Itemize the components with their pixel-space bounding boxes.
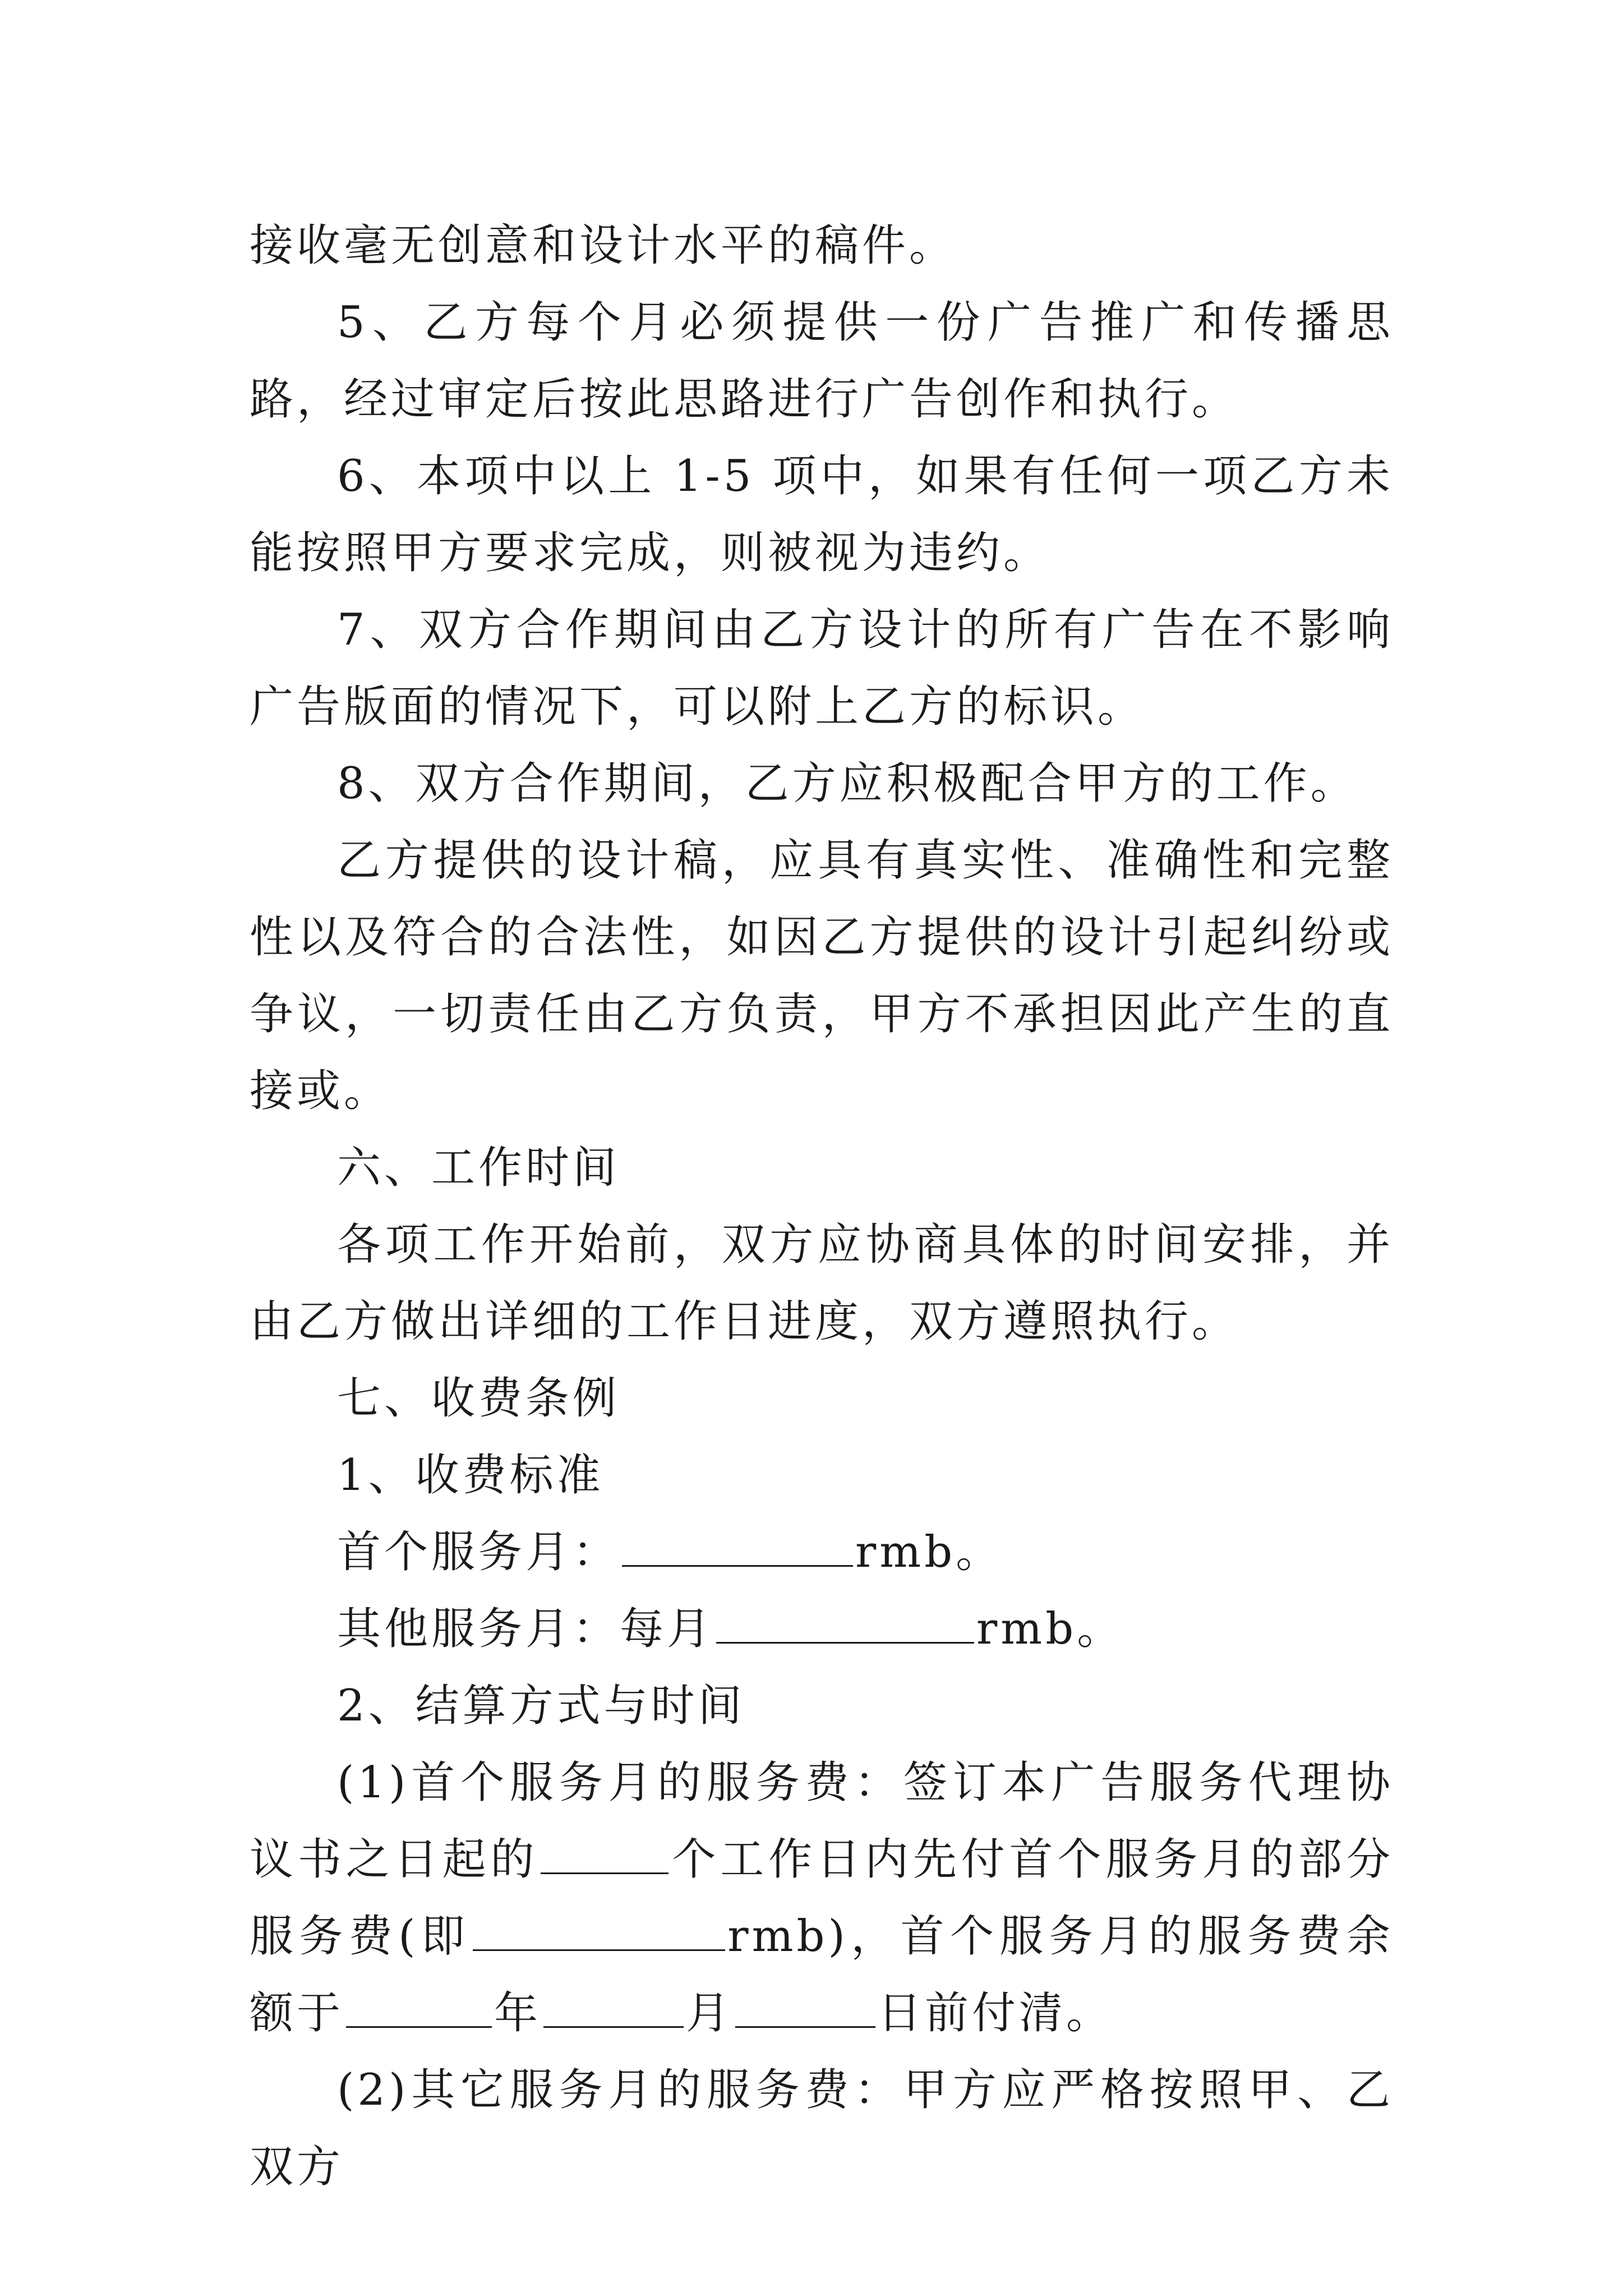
other-month-amount-blank (716, 1598, 974, 1644)
year-blank (346, 1982, 492, 2028)
paragraph-other-month-fee (250, 1591, 1394, 1668)
settlement-part-1: (1)首个服务月的服务费：签订本广告服务代理协议书之日起的 (250, 1757, 1394, 1885)
settlement-part-6: 日前付清。 (878, 1988, 1114, 2039)
settlement-part-5: 月 (686, 1988, 734, 2039)
workday-count-blank (541, 1829, 668, 1874)
paragraph-clause-continuation: 接收毫无创意和设计水平的稿件。 (250, 220, 957, 271)
paragraph-clause-6: 6、本项中以上 1-5 项中，如果有任何一项乙方未能按照甲方要求完成，则被视为违约。 (250, 451, 1394, 578)
day-blank (735, 1982, 875, 2028)
document-page (250, 208, 1394, 2206)
partial-fee-blank (473, 1906, 725, 1951)
section-heading-work-time: 六、工作时间 (337, 1143, 620, 1193)
paragraph-work-schedule: 各项工作开始前，双方应协商具体的时间安排，并由乙方做出详细的工作日进度，双方遵照执行。 (250, 1220, 1394, 1347)
first-month-suffix: rmb。 (855, 1527, 1003, 1577)
paragraph-first-month-fee (250, 1514, 1394, 1591)
paragraph-clause-7: 7、双方合作期间由乙方设计的所有广告在不影响广告版面的情况下，可以附上乙方的标识。 (250, 605, 1394, 732)
subheading-settlement: 2、结算方式与时间 (337, 1681, 745, 1731)
first-month-amount-blank (622, 1521, 853, 1567)
other-month-label: 其他服务月：每月 (337, 1604, 714, 1654)
subheading-fee-standard: 1、收费标准 (337, 1450, 604, 1501)
paragraph-first-month-settlement (250, 1745, 1394, 2052)
settlement-part-4: 年 (494, 1988, 542, 2039)
other-month-suffix: rmb。 (976, 1604, 1124, 1654)
month-blank (543, 1982, 684, 2028)
paragraph-other-month-settlement: (2)其它服务月的服务费：甲方应严格按照甲、乙双方 (250, 2065, 1394, 2192)
section-heading-fee-terms: 七、收费条例 (337, 1373, 620, 1424)
paragraph-clause-8: 8、双方合作期间，乙方应积极配合甲方的工作。 (337, 758, 1358, 809)
paragraph-clause-5: 5、乙方每个月必须提供一份广告推广和传播思路，经过审定后按此思路进行广告创作和执行。 (250, 297, 1394, 425)
settlement-part-3: rmb)，首个服务月的服务费余额于 (250, 1911, 1394, 2039)
settlement-part-2: 个工作日内先付首个服务月的部分服务费(即 (250, 1834, 1394, 1962)
paragraph-design-liability: 乙方提供的设计稿，应具有真实性、准确性和完整性以及符合的合法性，如因乙方提供的设计引起纠纷或争议，一切责任由乙方负责，甲方不承担因此产生的直接或。 (250, 835, 1394, 1116)
first-month-label: 首个服务月： (337, 1527, 620, 1577)
